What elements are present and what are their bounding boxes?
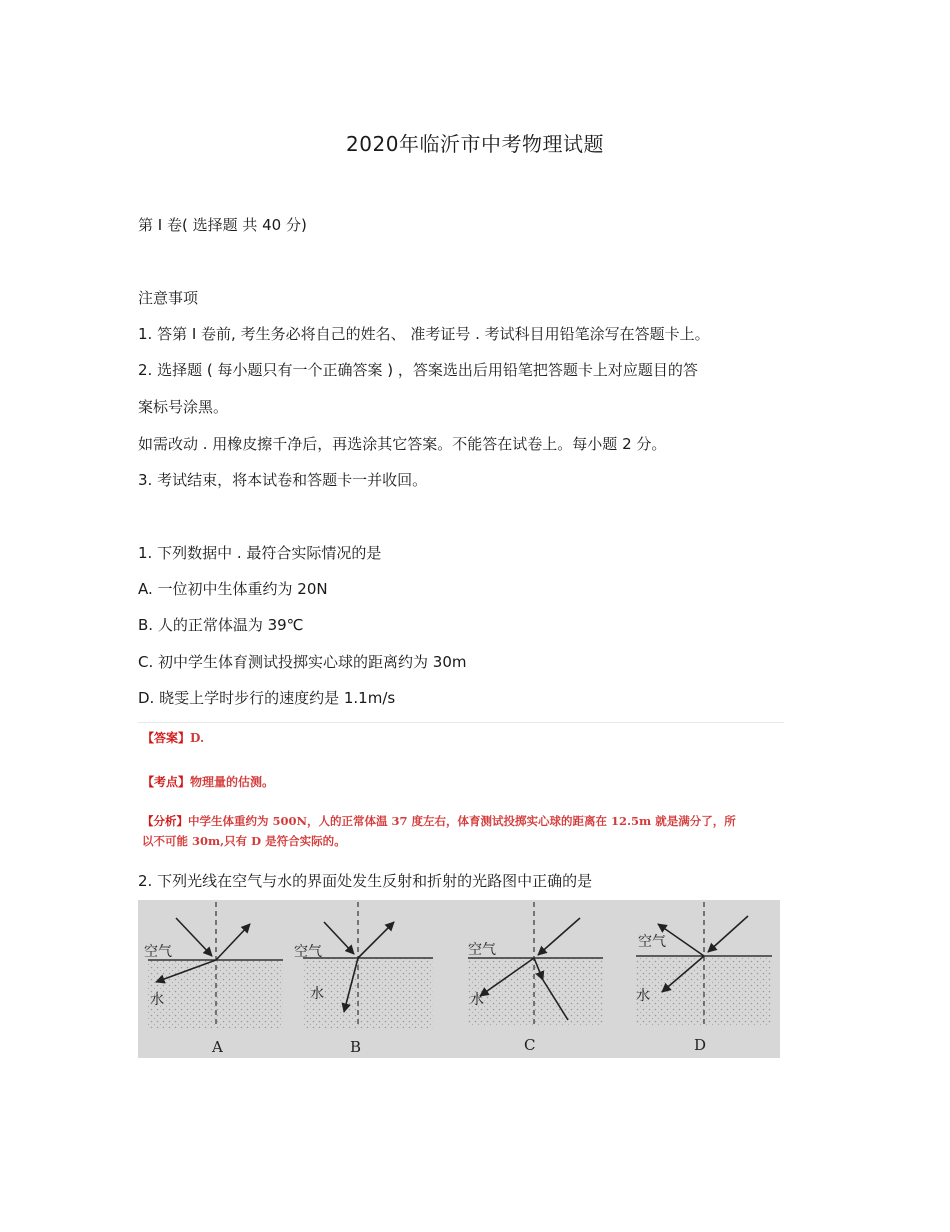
analysis-tag: 【分析】: [142, 814, 188, 828]
answer-text: D.: [190, 731, 205, 745]
panel-label-b: B: [350, 1038, 362, 1056]
point-row: [142, 773, 274, 790]
water-label: 水: [636, 988, 650, 1004]
point-text: 物理量的估测。: [190, 775, 275, 789]
panel-label-c: C: [524, 1036, 536, 1054]
panel-c: [468, 902, 603, 1054]
panel-a: [144, 902, 283, 1056]
notes-line: 案标号涂黑。: [138, 398, 229, 416]
water-label: 水: [470, 992, 484, 1008]
question-1-option-a: A. 一位初中生体重约为 20N: [138, 580, 328, 598]
answer-tag: 【答案】: [142, 731, 191, 745]
analysis-row: [142, 813, 736, 829]
answer-row: [142, 729, 204, 746]
panel-d: [636, 902, 772, 1054]
notes-line: 如需改动 . 用橡皮擦千净后，再选涂其它答案。不能答在试卷上。每小题 2 分。: [138, 435, 667, 453]
question-1-stem: 1. 下列数据中 . 最符合实际情况的是: [138, 544, 382, 562]
notes-line: 2. 选择题 ( 每小题只有一个正确答案 ) ，答案选出后用铅笔把答题卡上对应题目的答: [138, 361, 698, 379]
water-label: 水: [150, 992, 164, 1008]
light-path-diagrams: [138, 900, 780, 1058]
notes-line: 1. 答第 Ⅰ 卷前, 考生务必将自己的姓名、 准考证号 . 考试科目用铅笔涂写在答题卡上。: [138, 325, 710, 343]
question-1-option-c: C. 初中学生体育测试投掷实心球的距离约为 30m: [138, 653, 467, 671]
page-title: 2020年临沂市中考物理试题: [346, 132, 604, 156]
notes-line: 3. 考试结束，将本试卷和答题卡一并收回。: [138, 471, 428, 489]
analysis-row-2: [142, 833, 346, 849]
question-1-option-d: D. 晓雯上学时步行的速度约是 1.1m/s: [138, 689, 396, 707]
air-label: 空气: [294, 944, 322, 960]
air-label: 空气: [638, 934, 666, 950]
point-tag: 【考点】: [142, 775, 191, 789]
analysis-text-2: 以不可能 30m,只有 D 是符合实际的。: [142, 834, 346, 848]
light-path-figure: [138, 900, 780, 1058]
panel-label-d: D: [694, 1036, 707, 1054]
question-1-option-b: B. 人的正常体温为 39℃: [138, 616, 304, 634]
analysis-text: 中学生体重约为 500N，人的正常体温 37 度左右，体育测试投掷实心球的距离在 12.5m 就是满分了，所: [188, 814, 736, 828]
panel-b: [294, 902, 433, 1056]
water-label: 水: [310, 986, 324, 1002]
air-label: 空气: [468, 942, 496, 958]
answer-explanation-box: [138, 722, 784, 853]
air-label: 空气: [144, 944, 172, 960]
panel-label-a: A: [212, 1038, 223, 1056]
question-2-stem: 2. 下列光线在空气与水的界面处发生反射和折射的光路图中正确的是: [138, 872, 593, 890]
notes-heading: 注意事项: [138, 289, 199, 307]
section-heading: 第 Ⅰ 卷( 选择题 共 40 分): [138, 216, 307, 234]
